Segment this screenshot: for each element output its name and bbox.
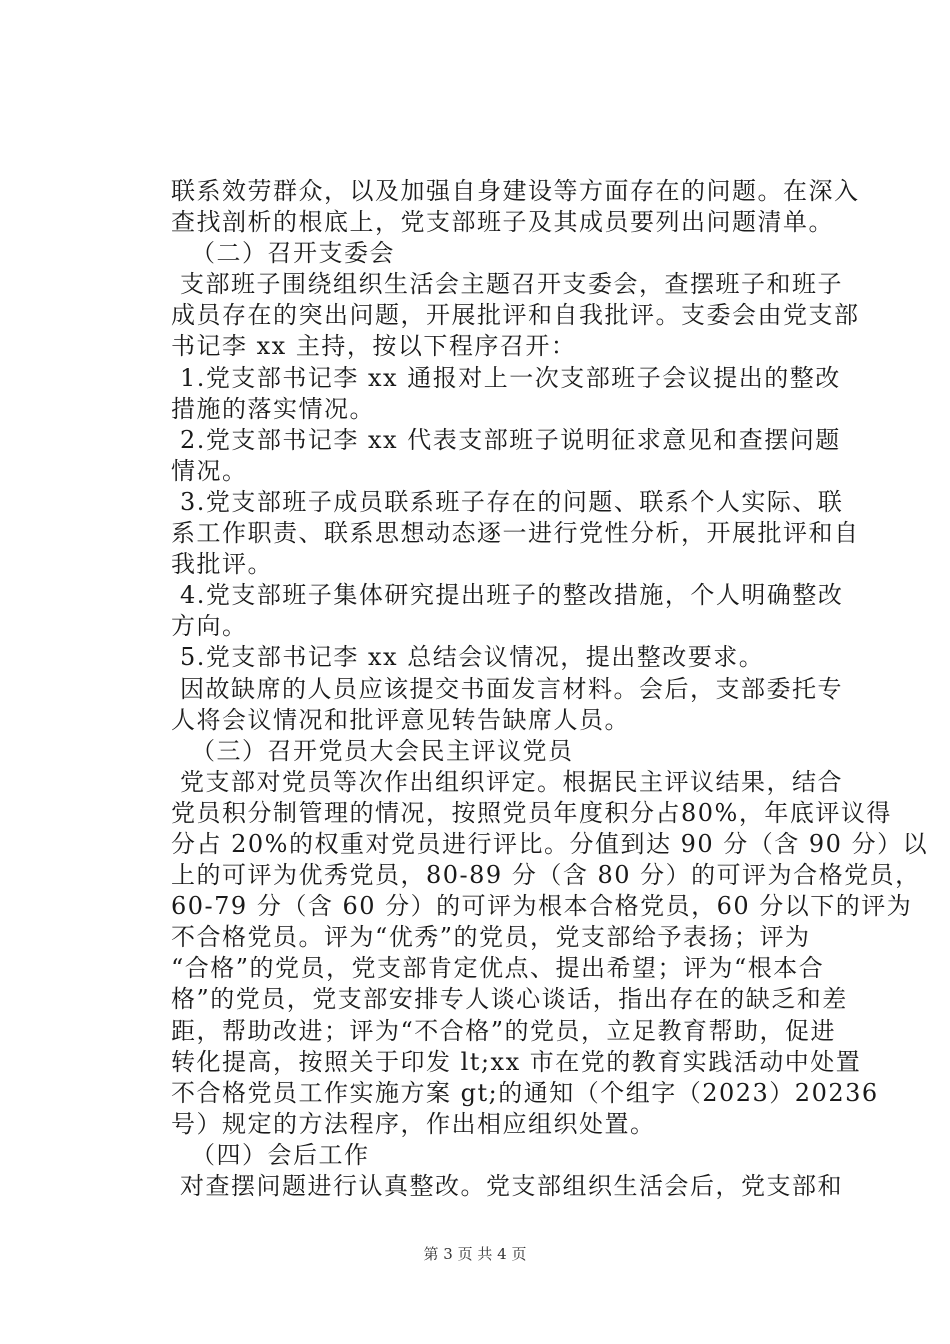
text-line: 2.党支部书记李 xx 代表支部班子说明征求意见和查摆问题 (180, 425, 841, 454)
text-line: 党员积分制管理的情况，按照党员年度积分占80%，年底评议得 (171, 798, 892, 827)
text-line: 支部班子围绕组织生活会主题召开支委会，查摆班子和班子 (180, 270, 843, 299)
text-line: 4.党支部班子集体研究提出班子的整改措施，个人明确整改 (180, 581, 844, 610)
text-line: 距，帮助改进；评为“不合格”的党员，立足教育帮助，促进 (171, 1016, 837, 1045)
text-line: 不合格党员工作实施方案 gt;的通知（个组字（2023）20236 (171, 1078, 879, 1107)
text-line: 措施的落实情况。 (171, 394, 375, 423)
document-body (171, 176, 929, 1202)
text-line: 党支部对党员等次作出组织评定。根据民主评议结果，结合 (180, 767, 843, 796)
text-line: 查找剖析的根底上，党支部班子及其成员要列出问题清单。 (171, 208, 834, 237)
page-footer: 第 3 页 共 4 页 (423, 1245, 527, 1263)
text-line: 60-79 分（含 60 分）的可评为根本合格党员，60 分以下的评为 (171, 892, 913, 921)
text-line: 因故缺席的人员应该提交书面发言材料。会后，支部委托专 (180, 674, 843, 703)
text-line: 号）规定的方法程序，作出相应组织处置。 (171, 1109, 656, 1138)
text-line: 5.党支部书记李 xx 总结会议情况，提出整改要求。 (180, 643, 765, 672)
text-line: （四）会后工作 (191, 1140, 370, 1169)
text-line: 上的可评为优秀党员，80-89 分（含 80 分）的可评为合格党员， (171, 861, 921, 890)
text-line: 人将会议情况和批评意见转告缺席人员。 (171, 705, 630, 734)
text-line: 系工作职责、联系思想动态逐一进行党性分析，开展批评和自 (171, 519, 860, 548)
text-line: 情况。 (171, 456, 248, 485)
text-line: 书记李 xx 主持，按以下程序召开： (171, 332, 577, 361)
text-line: 方向。 (171, 612, 248, 641)
text-line: 分占 20%的权重对党员进行评比。分值到达 90 分（含 90 分）以 (171, 829, 929, 858)
text-line: 对查摆问题进行认真整改。党支部组织生活会后，党支部和 (180, 1172, 843, 1200)
text-line: 我批评。 (171, 550, 273, 579)
text-line: （三）召开党员大会民主评议党员 (191, 736, 574, 765)
text-line: 1.党支部书记李 xx 通报对上一次支部班子会议提出的整改 (180, 363, 841, 392)
text-line: （二）召开支委会 (191, 239, 395, 268)
text-line: 转化提高，按照关于印发 lt;xx 市在党的教育实践活动中处置 (171, 1047, 862, 1076)
text-line: 联系效劳群众，以及加强自身建设等方面存在的问题。在深入 (171, 177, 860, 205)
text-line: 格”的党员，党支部安排专人谈心谈话，指出存在的缺乏和差 (171, 985, 848, 1014)
text-line: “合格”的党员，党支部肯定优点、提出希望；评为“根本合 (171, 954, 825, 983)
text-line: 3.党支部班子成员联系班子存在的问题、联系个人实际、联 (180, 487, 844, 516)
text-line: 不合格党员。评为“优秀”的党员，党支部给予表扬；评为 (171, 923, 811, 952)
text-line: 成员存在的突出问题，开展批评和自我批评。支委会由党支部 (171, 301, 860, 330)
